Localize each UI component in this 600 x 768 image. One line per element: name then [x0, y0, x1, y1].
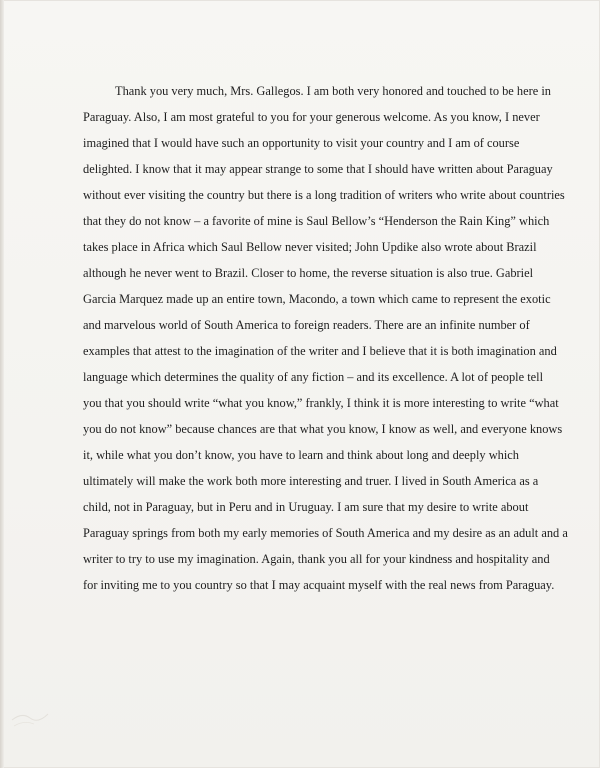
text-line-10: and marvelous world of South America to foreign readers. There are an infinite number of: [83, 318, 530, 332]
page-edge-shadow: [0, 0, 4, 768]
speech-paragraph: [83, 78, 568, 598]
text-line-6: that they do not know – a favorite of mine is Saul Bellow’s “Henderson the Rain King” which: [83, 214, 550, 228]
text-line-18: Paraguay springs from both my early memories of South America and my desire as an adult and a: [83, 526, 568, 540]
text-line-1: Thank you very much, Mrs. Gallegos. I am both very honored and touched to be here in: [115, 84, 551, 98]
text-line-8: although he never went to Brazil. Closer to home, the reverse situation is also true. Gabriel: [83, 266, 534, 280]
text-line-2: Paraguay. Also, I am most grateful to you for your generous welcome. As you know, I never: [83, 110, 540, 124]
text-line-16: ultimately will make the work both more interesting and truer. I lived in South America as a: [83, 474, 539, 488]
text-line-5: without ever visiting the country but there is a long tradition of writers who write about countries: [83, 188, 565, 202]
paper-crease-mark: [10, 690, 50, 730]
text-line-7: takes place in Africa which Saul Bellow never visited; John Updike also wrote about Brazil: [83, 240, 537, 254]
text-line-19: writer to try to use my imagination. Again, thank you all for your kindness and hospitality and: [83, 552, 550, 566]
text-line-14: you do not know” because chances are that what you know, I know as well, and everyone knows: [83, 422, 563, 436]
text-line-17: child, not in Paraguay, but in Peru and in Uruguay. I am sure that my desire to write about: [83, 500, 529, 514]
text-line-13: you that you should write “what you know,” frankly, I think it is more interesting to write “what: [83, 396, 559, 410]
text-line-3: imagined that I would have such an opportunity to visit your country and I am of course: [83, 136, 520, 150]
text-line-12: language which determines the quality of any fiction – and its excellence. A lot of people tell: [83, 370, 544, 384]
text-line-4: delighted. I know that it may appear strange to some that I should have written about Paraguay: [83, 162, 553, 176]
text-line-11: examples that attest to the imagination of the writer and I believe that it is both imagination and: [83, 344, 557, 358]
text-line-15: it, while what you don’t know, you have to learn and think about long and deeply which: [83, 448, 519, 462]
text-line-20: for inviting me to you country so that I may acquaint myself with the real news from Paraguay.: [83, 578, 555, 592]
text-line-9: Garcia Marquez made up an entire town, Macondo, a town which came to represent the exotic: [83, 292, 551, 306]
